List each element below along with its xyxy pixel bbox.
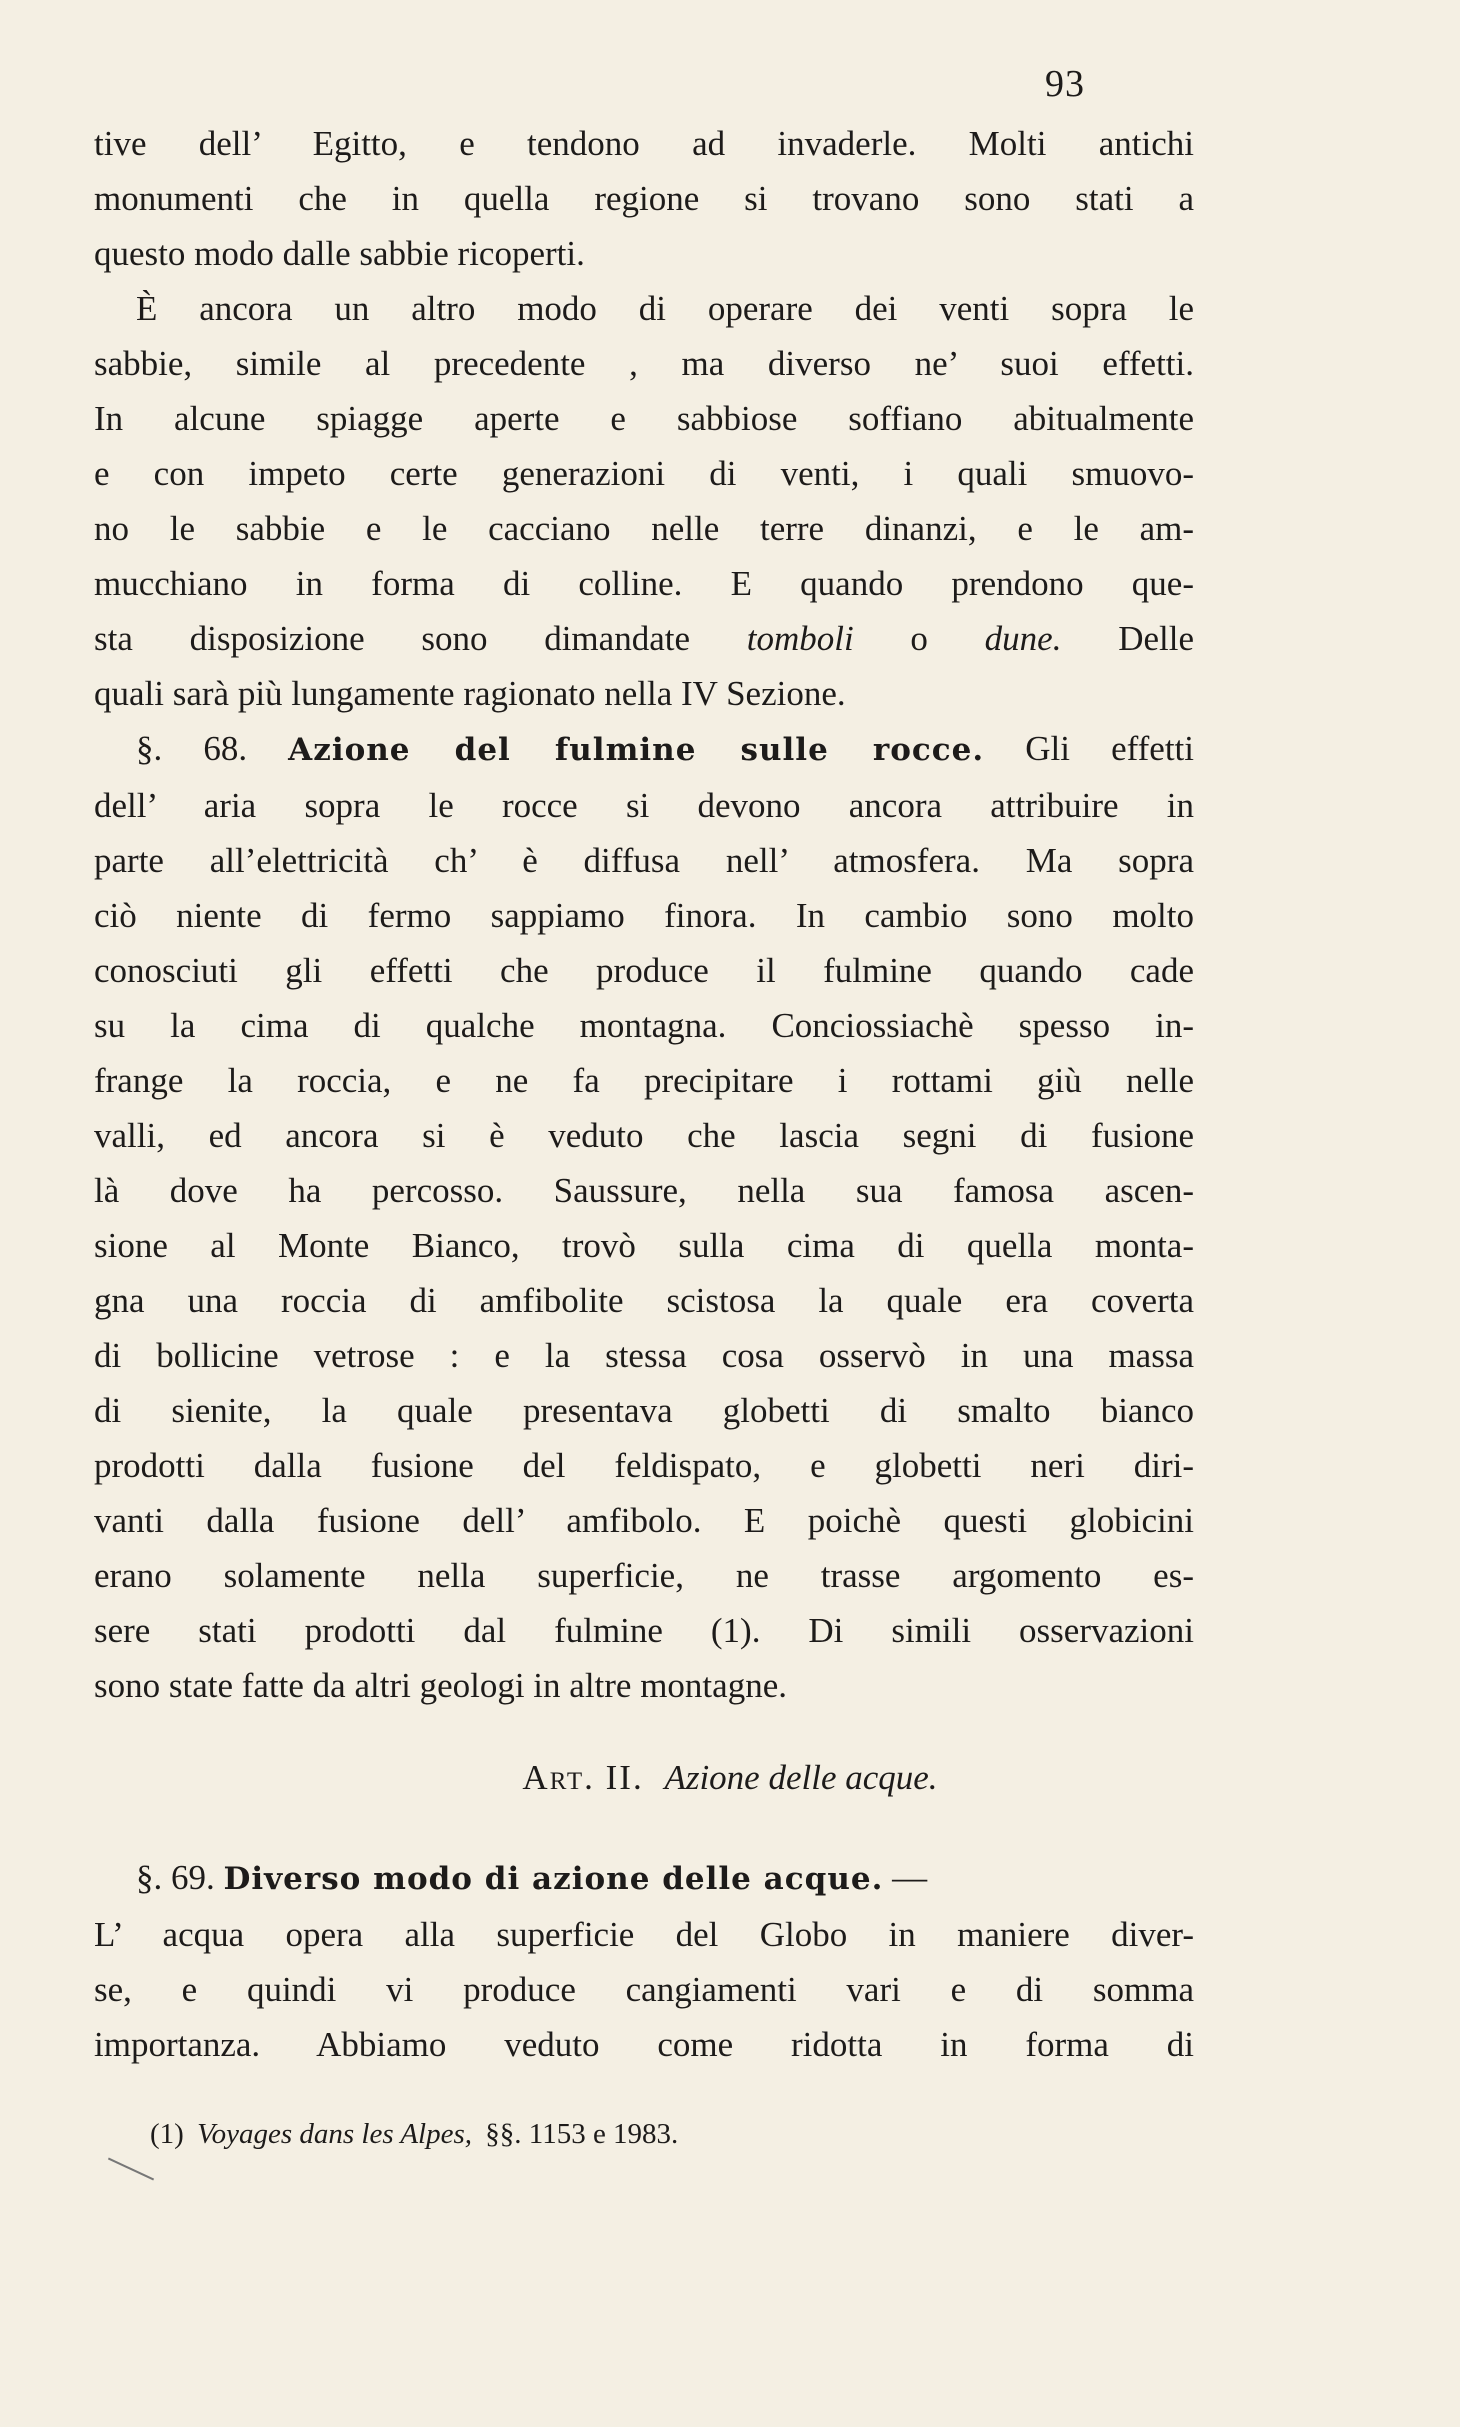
article-label: Art. II. <box>522 1758 644 1797</box>
paragraph2-line-3: In alcune spiagge aperte e sabbiose soffiano abitualmente <box>94 399 1194 438</box>
p2l7-before: sta disposizione sono dimandate <box>94 619 747 658</box>
section68-line-7: valli, ed ancora si è veduto che lascia segni di fusione <box>94 1116 1194 1155</box>
section69-number: §. 69. <box>136 1858 215 1897</box>
article-heading <box>0 1758 1460 1798</box>
section68-line-8: là dove ha percosso. Saussure, nella sua famosa ascen- <box>94 1171 1194 1210</box>
section68-last-line: sono state fatte da altri geologi in altre montagne. <box>94 1666 787 1705</box>
article-title: Azione delle acque. <box>664 1758 938 1797</box>
paragraph2-line-7 <box>94 611 1194 666</box>
section68-title: Azione del fulmine sulle rocce. <box>288 732 985 768</box>
paragraph2-line-4: e con impeto certe generazioni di venti, i quali smuovo- <box>94 454 1194 493</box>
section68-line-3: ciò niente di fermo sappiamo finora. In cambio sono molto <box>94 896 1194 935</box>
paragraph2-line-5: no le sabbie e le cacciano nelle terre dinanzi, e le am- <box>94 509 1194 548</box>
paragraph2-line-2: sabbie, simile al precedente , ma diverso ne’ suoi effetti. <box>94 344 1194 383</box>
section68-line-1: dell’ aria sopra le rocce si devono ancora attribuire in <box>94 786 1194 825</box>
section68-line-9: sione al Monte Bianco, trovò sulla cima di quella monta- <box>94 1226 1194 1265</box>
paragraph1-line-3: questo modo dalle sabbie ricoperti. <box>94 234 585 273</box>
section68-line-6: frange la roccia, e ne fa precipitare i rottami giù nelle <box>94 1061 1194 1100</box>
section68-line-13: prodotti dalla fusione del feldispato, e globetti neri diri- <box>94 1446 1194 1485</box>
section69-dash: — <box>892 1858 928 1897</box>
paragraph1-line-1: tive dell’ Egitto, e tendono ad invaderle. Molti antichi <box>94 124 1194 163</box>
section68-line-4: conosciuti gli effetti che produce il fulmine quando cade <box>94 951 1194 990</box>
footnote <box>150 2118 678 2151</box>
section68-line-15: erano solamente nella superficie, ne trasse argomento es- <box>94 1556 1194 1595</box>
section68-line-10: gna una roccia di amfibolite scistosa la quale era coverta <box>94 1281 1194 1320</box>
section69-text <box>94 1850 1194 2072</box>
section69-heading-line <box>94 1850 1194 1907</box>
paragraph2-line-8: quali sarà più lungamente ragionato nella IV Sezione. <box>94 674 846 713</box>
section69-line-3: importanza. Abbiamo veduto come ridotta in forma di <box>94 2025 1194 2064</box>
section68-number: §. 68. <box>136 729 248 768</box>
section69-line-2: se, e quindi vi produce cangiamenti vari e di somma <box>94 1970 1194 2009</box>
section68-line-14: vanti dalla fusione dell’ amfibolo. E poichè questi globicini <box>94 1501 1194 1540</box>
p2l7-after: Delle <box>1061 619 1195 658</box>
footnote-rest: §§. 1153 e 1983. <box>485 2118 679 2150</box>
section68-heading-line <box>94 721 1194 778</box>
section68-line-16: sere stati prodotti dal fulmine (1). Di simili osservazioni <box>94 1611 1194 1650</box>
body-text <box>94 116 1194 1713</box>
paragraph2-line-6: mucchiano in forma di colline. E quando prendono que- <box>94 564 1194 603</box>
section69-title: Diverso modo di azione delle acque. <box>223 1861 884 1897</box>
section69-line-1: L’ acqua opera alla superficie del Globo in maniere diver- <box>94 1915 1194 1954</box>
footnote-mark-stroke <box>108 2158 154 2181</box>
paragraph2-line-1: È ancora un altro modo di operare dei venti sopra le <box>136 289 1194 328</box>
section68-line-2: parte all’elettricità ch’ è diffusa nell’ atmosfera. Ma sopra <box>94 841 1194 880</box>
section68-line-11: di bollicine vetrose : e la stessa cosa osservò in una massa <box>94 1336 1194 1375</box>
footnote-marker: (1) <box>150 2118 184 2150</box>
section68-first-line-rest: Gli effetti <box>1025 729 1194 768</box>
paragraph1-line-2: monumenti che in quella regione si trovano sono stati a <box>94 179 1194 218</box>
section68-line-5: su la cima di qualche montagna. Conciossiachè spesso in- <box>94 1006 1194 1045</box>
term-tomboli: tomboli <box>746 619 854 658</box>
section68-line-12: di sienite, la quale presentava globetti di smalto bianco <box>94 1391 1194 1430</box>
p2l7-middle: o <box>853 619 985 658</box>
term-dune: dune. <box>984 619 1062 658</box>
page-number: 93 <box>1045 63 1085 105</box>
footnote-title: Voyages dans les Alpes, <box>197 2118 473 2150</box>
